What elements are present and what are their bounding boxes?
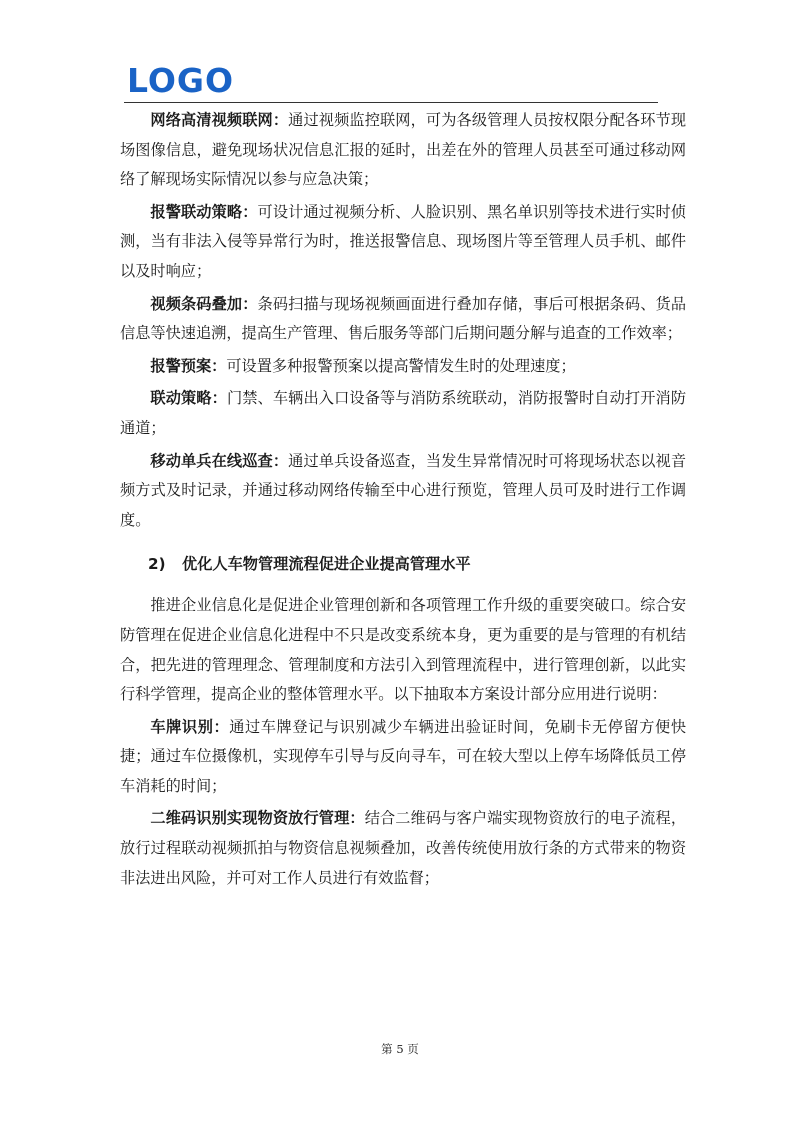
paragraph-intro: 推进企业信息化是促进企业管理创新和各项管理工作升级的重要突破口。综合安防管理在促进企业信息化进程中不只是改变系统本身，更为重要的是与管理的有机结合，把先进的管理理念、管理制度和方法引入到管理流程中，进行管理创新，以此实行科学管理，提高企业的整体管理水平。以下抽取本方案设计部分应用进行说明：: [120, 596, 686, 704]
paragraph-text: 通过车牌登记与识别减少车辆进出验证时间，免刷卡无停留方便快捷；通过车位摄像机，实现停车引导与反向寻车，可在较大型以上停车场降低员工停车消耗的时间；: [120, 717, 687, 795]
paragraph-term: 车牌识别：: [150, 717, 230, 736]
paragraph-text: 结合二维码与客户端实现物资放行的电子流程，放行过程联动视频抓拍与物资信息视频叠加，改善传统使用放行条的方式带来的物资非法进出风险，并可对工作人员进行有效监督；: [120, 809, 687, 887]
paragraph-term: 联动策略：: [150, 389, 227, 408]
paragraph-text: 可设计通过视频分析、人脸识别、黑名单识别等技术进行实时侦测，当有非法入侵等异常行为时，推送报警信息、现场图片等至管理人员手机、邮件以及时响应；: [120, 202, 687, 280]
paragraph-term: 二维码识别实现物资放行管理：: [150, 809, 365, 828]
section-number: 2): [148, 555, 166, 574]
paragraph-barcode-overlay: [120, 290, 686, 349]
section-title: 优化人车物管理流程促进企业提高管理水平: [182, 555, 471, 574]
page-header: [124, 62, 658, 103]
section-heading: [120, 549, 686, 579]
page-number: 第 5 页: [381, 1042, 419, 1056]
paragraph-linkage-strategy: [120, 384, 686, 443]
paragraph-alarm-linkage: [120, 198, 686, 287]
paragraph-text: 条码扫描与现场视频画面进行叠加存储，事后可根据条码、货品信息等快速追溯，提高生产管理、售后服务等部门后期问题分解与追查的工作效率；: [120, 294, 687, 343]
paragraph-text: 可设置多种报警预案以提高警情发生时的处理速度；: [226, 356, 576, 375]
paragraph-term: 报警联动策略：: [150, 202, 258, 221]
paragraph-alarm-plan: [120, 352, 686, 382]
paragraph-term: 移动单兵在线巡查：: [150, 451, 289, 470]
paragraph-term: 视频条码叠加：: [150, 294, 258, 313]
paragraph-mobile-patrol: [120, 447, 686, 536]
paragraph-text: 门禁、车辆出入口设备等与消防系统联动，消防报警时自动打开消防通道；: [120, 389, 687, 437]
paragraph-text: 通过单兵设备巡查，当发生异常情况时可将现场状态以视音频方式及时记录，并通过移动网络传输至中心进行预览，管理人员可及时进行工作调度。: [120, 451, 687, 529]
logo: LOGO: [127, 61, 235, 100]
paragraph-text: 通过视频监控联网，可为各级管理人员按权限分配各环节现场图像信息，避免现场状况信息汇报的延时，出差在外的管理人员甚至可通过移动网络了解现场实际情况以参与应急决策；: [120, 111, 687, 189]
paragraph-qrcode-release: [120, 804, 686, 893]
paragraph-video-network: [120, 106, 686, 195]
document-body: [120, 106, 686, 896]
paragraph-plate-recognition: [120, 713, 686, 802]
paragraph-term: 报警预案：: [150, 356, 227, 375]
paragraph-term: 网络高清视频联网：: [150, 111, 289, 129]
